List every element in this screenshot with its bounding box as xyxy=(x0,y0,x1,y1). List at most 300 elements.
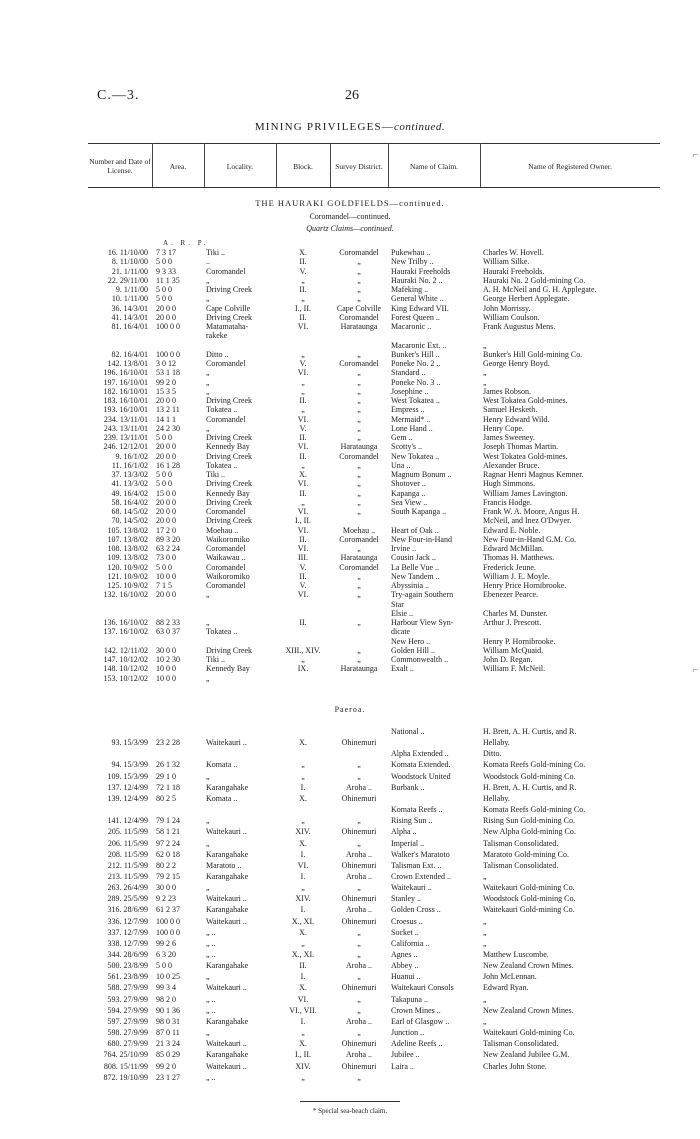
section-district: Coromandel—continued. xyxy=(309,212,391,221)
area-cell: 7 1 5 xyxy=(156,581,172,590)
district-cell: Harataunga xyxy=(340,553,378,563)
license-number-cell: 68. 14/5/02 xyxy=(111,507,148,516)
district-cell: Ohinemuri xyxy=(341,860,377,870)
locality-cell: Waikawau .. xyxy=(206,553,246,563)
claim-name-cell: West Tokatea .. xyxy=(391,396,440,405)
area-cell: 100 0 0 xyxy=(156,927,180,937)
owner-cell: Henry P. Hornibrooke. xyxy=(483,636,556,646)
claim-name-cell: Adeline Reefs .. xyxy=(391,1039,443,1049)
license-number-cell: 36. 14/3/01 xyxy=(111,303,148,313)
locality-cell: Driving Creek xyxy=(206,312,252,322)
district-cell: „ xyxy=(357,349,361,359)
owner-cell: A. H. McNeil and G. H. Applegate. xyxy=(483,285,597,294)
table-row xyxy=(0,294,700,303)
table-row xyxy=(0,816,700,825)
locality-cell: Moehau .. xyxy=(206,525,239,535)
block-cell: „ xyxy=(301,497,305,507)
locality-cell: „ .. xyxy=(206,1005,216,1015)
block-cell: „ xyxy=(301,460,305,470)
title-continued: continued. xyxy=(394,121,446,133)
owner-cell: „ xyxy=(483,368,487,378)
table-row xyxy=(0,618,700,627)
license-number-cell: 142. 13/8/01 xyxy=(107,359,148,368)
license-number-cell: 132. 16/10/02 xyxy=(103,590,148,600)
block-cell: „ xyxy=(301,349,305,359)
locality-cell: Waikoromiko xyxy=(206,534,250,544)
area-cell: 30 0 0 xyxy=(156,883,176,893)
locality-cell: rakeke xyxy=(206,331,228,341)
owner-cell: Ditto. xyxy=(483,749,502,759)
license-number-cell: 561. 23/8/99 xyxy=(107,972,148,982)
owner-cell: „ xyxy=(483,871,487,881)
table-row xyxy=(0,772,700,781)
area-cell: 10 0 0 xyxy=(156,571,176,581)
locality-cell: Coromandel xyxy=(206,544,246,553)
district-cell: „ xyxy=(357,618,361,627)
block-cell: V. xyxy=(299,266,307,276)
area-cell: 16 1 28 xyxy=(156,460,180,470)
table-row xyxy=(0,553,700,562)
district-cell: „ xyxy=(357,838,361,848)
area-cell: 3 0 12 xyxy=(156,359,176,368)
district-cell: „ xyxy=(357,883,361,893)
claim-name-cell: Agnes .. xyxy=(391,950,418,959)
locality-cell: Karangahake xyxy=(206,1016,249,1026)
block-cell: „ xyxy=(301,405,305,415)
owner-cell: Hellaby. xyxy=(483,738,510,748)
district-cell: „ xyxy=(357,377,361,387)
license-number-cell: 183. 16/10/01 xyxy=(103,396,148,405)
block-cell: VI. xyxy=(297,590,309,600)
claim-name-cell: Empress .. xyxy=(391,405,425,415)
license-number-cell: 9. 1/11/00 xyxy=(115,285,148,294)
owner-cell: Frank W. A. Moore, Angus H. xyxy=(483,507,580,516)
owner-cell: „ xyxy=(483,916,487,926)
owner-cell: Hugh Simmons. xyxy=(483,479,536,489)
area-cell: 5 0 0 xyxy=(156,285,172,294)
owner-cell: Edward E. Noble. xyxy=(483,525,541,535)
claim-name-cell: Crown Extended .. xyxy=(391,871,451,881)
owner-cell: William F. McNeil. xyxy=(483,664,546,674)
district-cell: „ xyxy=(357,470,361,479)
locality-cell: Coromandel xyxy=(206,581,246,590)
table-row xyxy=(0,939,700,948)
district-cell: „ xyxy=(357,938,361,948)
block-cell: V. xyxy=(299,359,307,368)
district-cell: Ohinemuri xyxy=(341,894,377,904)
claim-name-cell: Poneke No. 2 .. xyxy=(391,359,441,368)
block-cell: XIV. xyxy=(295,827,311,837)
claim-name-cell: Elsie .. xyxy=(391,608,413,618)
block-cell: I. xyxy=(300,849,306,859)
owner-cell: James Sweeney. xyxy=(483,433,535,442)
table-row xyxy=(0,257,700,266)
owner-cell: Charles W. Hovell. xyxy=(483,248,544,257)
claim-name-cell: Junction .. xyxy=(391,1028,425,1038)
owner-cell: „ xyxy=(483,938,487,948)
block-cell: VI. xyxy=(297,544,309,553)
locality-cell: „ xyxy=(206,972,210,982)
table-row xyxy=(0,674,700,683)
claim-name-cell: Earl of Glasgow .. xyxy=(391,1016,450,1026)
license-number-cell: 58. 16/4/02 xyxy=(111,497,148,507)
claim-name-cell: New Trilby .. xyxy=(391,257,434,267)
locality-cell: Tokatea .. xyxy=(206,405,238,415)
col-block-header: Block. xyxy=(293,161,313,171)
locality-cell: Waitekauri .. xyxy=(206,983,247,993)
owner-cell: H. Brett, A. H. Curtis, and R. xyxy=(483,782,577,792)
license-number-cell: 10. 1/11/00 xyxy=(111,294,148,304)
area-cell: 100 0 0 xyxy=(156,916,180,926)
license-number-cell: 289. 25/5/99 xyxy=(107,894,148,904)
area-cell: 62 0 18 xyxy=(156,849,180,859)
license-number-cell: 21. 1/11/00 xyxy=(111,266,148,276)
area-cell: 20 0 0 xyxy=(156,451,176,461)
area-cell: 15 3 5 xyxy=(156,386,176,396)
owner-cell: Henry Edward Wild. xyxy=(483,414,550,424)
owner-cell: James Robson. xyxy=(483,386,531,396)
owner-cell: New Four-in-Hand G.M. Co. xyxy=(483,534,577,544)
block-cell: X. xyxy=(299,927,307,937)
district-cell: „ xyxy=(357,396,361,405)
owner-cell: Waitekauri Gold-mining Co. xyxy=(483,1028,575,1038)
district-cell: „ xyxy=(357,275,361,285)
owner-cell: Woodstock Gold-mining Co. xyxy=(483,894,576,904)
owner-cell: Matthew Luscombe. xyxy=(483,950,549,959)
owner-cell: William McQuaid. xyxy=(483,645,544,655)
claim-name-cell: Gem .. xyxy=(391,433,413,442)
claim-name-cell: Huanui .. xyxy=(391,972,421,982)
block-cell: XIV. xyxy=(295,1061,311,1071)
claim-name-cell: Bunker's Hill .. xyxy=(391,349,440,359)
district-cell: Aroha .. xyxy=(346,849,372,859)
table-row xyxy=(0,563,700,572)
area-cell: 58 1 21 xyxy=(156,827,180,837)
table-row xyxy=(0,442,700,451)
area-cell: 79 1 24 xyxy=(156,816,180,826)
district-cell: Moehau .. xyxy=(342,525,376,535)
claim-name-cell: Abbey .. xyxy=(391,961,419,971)
table-row xyxy=(0,794,700,803)
area-cell: 20 0 0 xyxy=(156,312,176,322)
license-number-cell: 16. 11/10/00 xyxy=(107,248,148,257)
district-cell: „ xyxy=(357,994,361,1004)
license-number-cell: 93. 15/3/99 xyxy=(111,738,148,748)
district-cell: Harataunga xyxy=(340,322,378,331)
area-cell: 30 0 0 xyxy=(156,645,176,655)
table-row xyxy=(0,248,700,257)
table-row xyxy=(0,590,700,599)
table-row xyxy=(0,839,700,848)
district-cell: „ xyxy=(357,972,361,982)
area-cell: 98 0 31 xyxy=(156,1016,180,1026)
license-number-cell: 142. 12/11/02 xyxy=(103,645,148,655)
table-row xyxy=(0,378,700,387)
claim-name-cell: Una .. xyxy=(391,460,411,470)
table-row xyxy=(0,664,700,673)
block-cell: X., XI. xyxy=(291,950,315,959)
claim-name-cell: Takapuna .. xyxy=(391,994,428,1004)
locality-cell: Tokatea .. xyxy=(206,460,238,470)
table-row xyxy=(0,535,700,544)
block-cell: II. xyxy=(299,618,307,627)
table-row xyxy=(0,637,700,646)
area-cell: 23 2 28 xyxy=(156,738,180,748)
block-cell: „ xyxy=(301,275,305,285)
table-row xyxy=(0,805,700,814)
district-cell: Aroha .. xyxy=(346,1016,372,1026)
district-cell: Coromandel xyxy=(339,451,379,461)
license-number-cell: 94. 15/3/99 xyxy=(111,760,148,770)
district-cell: „ xyxy=(357,405,361,415)
claim-name-cell: Pukewhau .. xyxy=(391,248,431,257)
area-cell: 15 0 0 xyxy=(156,488,176,498)
footnote: * Special sea-beach claim. xyxy=(312,1107,388,1115)
district-cell: „ xyxy=(357,423,361,433)
table-row xyxy=(0,627,700,636)
license-number-cell: 41. 13/3/02 xyxy=(111,479,148,489)
area-cell: 13 2 11 xyxy=(156,405,180,415)
table-row xyxy=(0,498,700,507)
district-cell: „ xyxy=(357,1072,361,1082)
table-header-rule xyxy=(88,187,660,188)
district-cell: „ xyxy=(357,294,361,304)
owner-cell: Rising Sun Gold-mining Co. xyxy=(483,816,576,826)
license-number-cell: 147. 10/12/02 xyxy=(103,655,148,664)
area-cell: 29 1 0 xyxy=(156,771,176,781)
owner-cell: „ xyxy=(483,1016,487,1026)
area-cell: 88 2 33 xyxy=(156,618,180,627)
owner-cell: H. Brett, A. H. Curtis, and R. xyxy=(483,727,577,736)
license-number-cell: 105. 13/8/02 xyxy=(107,525,148,535)
table-top-rule xyxy=(88,143,660,144)
license-number-cell: 37. 13/3/02 xyxy=(111,470,148,479)
table-row xyxy=(0,783,700,792)
district-cell: Coromandel xyxy=(339,359,379,368)
table-row xyxy=(0,609,700,618)
area-cell: 20 0 0 xyxy=(156,497,176,507)
table-row xyxy=(0,350,700,359)
locality-cell: Komata .. xyxy=(206,793,238,803)
locality-cell: Driving Creek xyxy=(206,433,252,442)
license-number-cell: 263. 26/4/99 xyxy=(107,883,148,893)
table-row xyxy=(0,760,700,769)
district-cell: Aroha .. xyxy=(346,1050,372,1060)
table-row xyxy=(0,304,700,313)
table-row xyxy=(0,322,700,331)
col-divider xyxy=(388,143,389,187)
table-row xyxy=(0,827,700,836)
owner-cell: Charles John Stone. xyxy=(483,1061,547,1071)
table-row xyxy=(0,526,700,535)
locality-cell: „ xyxy=(206,423,210,433)
locality-cell: Waitekauri .. xyxy=(206,916,247,926)
owner-cell: Thomas H. Matthews. xyxy=(483,553,555,563)
table-row xyxy=(0,983,700,992)
area-cell: 23 1 27 xyxy=(156,1072,180,1082)
license-number-cell: 594. 27/9/99 xyxy=(107,1005,148,1015)
claim-name-cell: Scotty's .. xyxy=(391,442,422,452)
district-cell: „ xyxy=(357,1005,361,1015)
locality-cell: Kennedy Bay xyxy=(206,488,250,498)
license-number-cell: 764. 25/10/99 xyxy=(103,1050,148,1060)
table-row xyxy=(0,452,700,461)
table-row xyxy=(0,738,700,747)
owner-cell: Hauraki No. 2 Gold-mining Co. xyxy=(483,275,586,285)
district-cell: „ xyxy=(357,257,361,267)
claim-name-cell: Woodstock United xyxy=(391,771,451,781)
license-number-cell: 597. 27/9/99 xyxy=(107,1016,148,1026)
area-cell: 9 3 33 xyxy=(156,266,176,276)
owner-cell: Maratoto Gold-mining Co. xyxy=(483,849,569,859)
area-cell: 63 0 37 xyxy=(156,627,180,637)
claim-name-cell: Mafeking .. xyxy=(391,285,429,294)
owner-cell: William Silke. xyxy=(483,257,530,267)
district-cell: „ xyxy=(357,927,361,937)
table-row xyxy=(0,276,700,285)
locality-cell: Waikoromiko xyxy=(206,571,250,581)
col-claim-header: Name of Claim. xyxy=(409,161,459,171)
license-number-cell: 109. 15/3/99 xyxy=(107,771,148,781)
block-cell: „ xyxy=(301,1028,305,1038)
block-cell: VI. xyxy=(297,414,309,424)
block-cell: II. xyxy=(299,488,307,498)
locality-cell: Coromandel xyxy=(206,266,246,276)
locality-cell: Waitekauri .. xyxy=(206,1039,247,1049)
locality-cell: „ xyxy=(206,771,210,781)
area-cell: 99 3 4 xyxy=(156,983,176,993)
table-row xyxy=(0,415,700,424)
district-cell: „ xyxy=(357,285,361,294)
license-number-cell: 82. 16/4/01 xyxy=(111,349,148,359)
block-cell: „ xyxy=(301,377,305,387)
col-divider xyxy=(204,143,205,187)
license-number-cell: 108. 13/8/02 xyxy=(107,544,148,553)
district-cell: „ xyxy=(357,571,361,581)
margin-mark-icon: ⌐ xyxy=(692,665,698,676)
area-cell: 21 3 24 xyxy=(156,1039,180,1049)
area-cell: 5 0 0 xyxy=(156,470,172,479)
area-cell: 10 0 0 xyxy=(156,664,176,674)
table-row xyxy=(0,646,700,655)
table-row xyxy=(0,1050,700,1059)
owner-cell: Joseph Thomas Martin. xyxy=(483,442,559,452)
claim-name-cell: La Belle Vue .. xyxy=(391,562,440,572)
owner-cell: Arthur J. Prescott. xyxy=(483,618,542,627)
district-cell: „ xyxy=(357,266,361,276)
table-row xyxy=(0,359,700,368)
owner-cell: Bunker's Hill Gold-mining Co. xyxy=(483,349,583,359)
locality-cell: „ .. xyxy=(206,927,216,937)
table-row xyxy=(0,507,700,516)
claim-name-cell: Golden Hill .. xyxy=(391,645,435,655)
area-cell: 10 0 25 xyxy=(156,972,180,982)
claim-name-cell: Imperial .. xyxy=(391,838,425,848)
area-cell: 20 0 0 xyxy=(156,516,176,526)
locality-cell: Karangahake xyxy=(206,849,249,859)
district-cell: „ xyxy=(357,507,361,516)
block-cell: X. xyxy=(299,470,307,479)
owner-cell: Alexander Bruce. xyxy=(483,460,540,470)
table-row xyxy=(0,995,700,1004)
district-cell: „ xyxy=(357,479,361,489)
claim-name-cell: Macaronic .. xyxy=(391,322,432,331)
claim-name-cell: Heart of Oak .. xyxy=(391,525,439,535)
locality-cell: Tiki .. xyxy=(206,655,226,664)
locality-cell: „ .. xyxy=(206,1072,216,1082)
district-cell: „ xyxy=(357,488,361,498)
license-number-cell: 193. 16/10/01 xyxy=(103,405,148,415)
owner-cell: Frank Augustus Mens. xyxy=(483,322,556,331)
owner-cell: Talisman Consolidated. xyxy=(483,838,559,848)
table-row xyxy=(0,572,700,581)
owner-cell: Henry Price Hornibrooke. xyxy=(483,581,567,590)
block-cell: I., II. xyxy=(295,303,311,313)
area-cell: 14 1 1 xyxy=(156,414,176,424)
locality-cell: „ .. xyxy=(206,938,216,948)
owner-cell: Frederick Jeune. xyxy=(483,562,536,572)
block-cell: XIII., XIV. xyxy=(285,645,321,655)
locality-cell: Driving Creek xyxy=(206,497,252,507)
block-cell: „ xyxy=(301,938,305,948)
owner-cell: William James Lavington. xyxy=(483,488,568,498)
owner-cell: New Zealand Crown Mines. xyxy=(483,961,574,971)
area-cell: 5 0 0 xyxy=(156,961,172,971)
license-number-cell: 120. 10/9/02 xyxy=(107,562,148,572)
table-row xyxy=(0,1028,700,1037)
col-district-header: Survey District. xyxy=(335,161,383,171)
locality-cell: Driving Creek xyxy=(206,516,252,526)
license-number-cell: 872. 19/10/99 xyxy=(103,1072,148,1082)
owner-cell: Hellaby. xyxy=(483,793,510,803)
claim-name-cell: Jubilee .. xyxy=(391,1050,420,1060)
locality-cell: Driving Creek xyxy=(206,645,252,655)
owner-cell: George Herbert Applegate. xyxy=(483,294,570,304)
area-cell: 80 2 5 xyxy=(156,793,176,803)
block-cell: I. xyxy=(300,905,306,915)
col-locality-header: Locality. xyxy=(226,161,254,171)
area-cell: 9 2 23 xyxy=(156,894,176,904)
claim-name-cell: Shotover .. xyxy=(391,479,426,489)
table-row xyxy=(0,961,700,970)
block-cell: II. xyxy=(299,285,307,294)
district-cell: „ xyxy=(357,655,361,664)
table-row xyxy=(0,883,700,892)
margin-mark-icon: ⌐ xyxy=(692,150,698,161)
owner-cell: John McLennan. xyxy=(483,972,537,982)
claim-name-cell: Talisman Ext. .. xyxy=(391,860,442,870)
block-cell: „ xyxy=(301,655,305,664)
locality-cell: „ xyxy=(206,377,210,387)
district-cell: „ xyxy=(357,590,361,600)
district-cell: „ xyxy=(357,771,361,781)
area-cell: 100 0 0 xyxy=(156,322,180,331)
license-number-cell: 213. 11/5/99 xyxy=(107,871,148,881)
owner-cell: Charles M. Dunster. xyxy=(483,608,548,618)
area-cell: 99 2 0 xyxy=(156,1061,176,1071)
block-cell: VI., VII. xyxy=(289,1005,317,1015)
claim-name-cell: Waitekauri .. xyxy=(391,883,432,893)
locality-cell: „ xyxy=(206,368,210,378)
block-cell: VI. xyxy=(297,994,309,1004)
block-cell: XIV. xyxy=(295,894,311,904)
table-row xyxy=(0,905,700,914)
locality-cell: Kennedy Bay xyxy=(206,664,250,674)
district-cell: Harataunga xyxy=(340,664,378,674)
col-area-header: Area. xyxy=(169,161,187,171)
claim-name-cell: Cousin Jack .. xyxy=(391,553,436,563)
license-number-cell: 338. 12/7/99 xyxy=(107,938,148,948)
